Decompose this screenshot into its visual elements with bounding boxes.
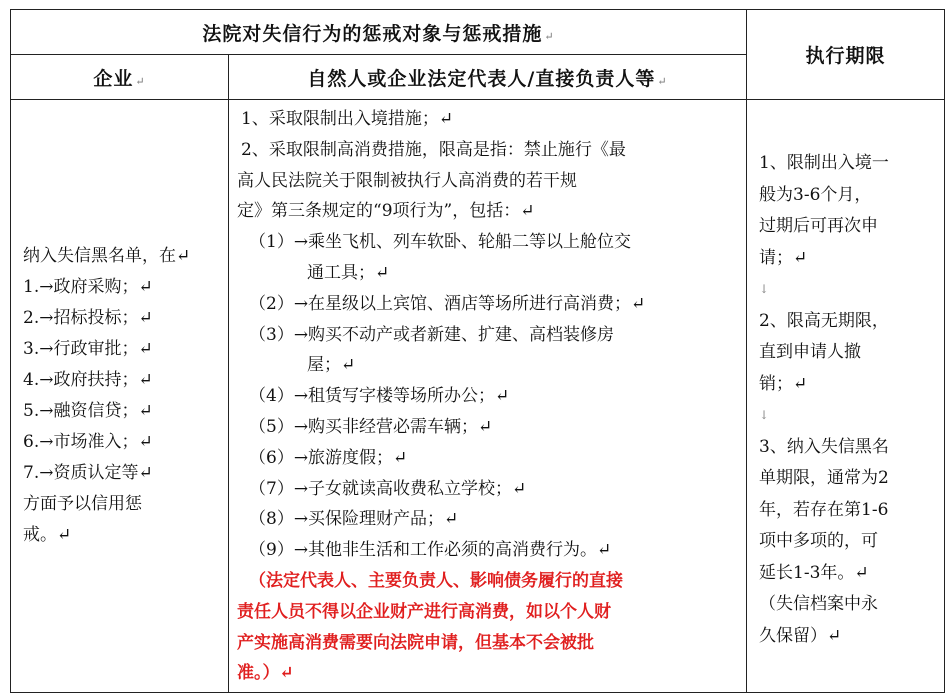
period-line: 3、纳入失信黑名 bbox=[759, 436, 889, 457]
measure-line: 屋；↵ bbox=[307, 355, 356, 376]
table-title: 法院对失信行为的惩戒对象与惩戒措施 bbox=[202, 22, 543, 45]
measure-line: 高人民法院关于限制被执行人高消费的若干规 bbox=[237, 170, 577, 191]
enterprise-line: 戒。↵ bbox=[23, 525, 72, 545]
enterprise-line: 6.→市场准入；↵ bbox=[23, 432, 153, 452]
enterprise-line: 1.→政府采购；↵ bbox=[23, 277, 153, 297]
red-note-line: （法定代表人、主要负责人、影响债务履行的直接 bbox=[249, 570, 623, 591]
person-header-cell bbox=[229, 55, 747, 100]
period-line: ↓ bbox=[759, 408, 770, 422]
enterprise-header-cell bbox=[11, 55, 229, 100]
measure-item: （1）→乘坐飞机、列车软卧、轮船二等以上舱位交 bbox=[249, 232, 632, 253]
measure-item: （9）→其他非生活和工作必须的高消费行为。↵ bbox=[249, 540, 612, 561]
measure-item: （4）→租赁写字楼等场所办公；↵ bbox=[249, 386, 510, 407]
enterprise-line: 4.→政府扶持；↵ bbox=[23, 370, 153, 390]
enterprise-line: 3.→行政审批；↵ bbox=[23, 339, 153, 359]
period-header-cell bbox=[747, 10, 945, 100]
measure-item: （8）→买保险理财产品；↵ bbox=[249, 509, 459, 530]
enterprise-measures bbox=[11, 241, 228, 551]
period-line: 延长1-3年。↵ bbox=[759, 562, 869, 583]
period-line: 2、限高无期限， bbox=[759, 310, 889, 331]
measure-item: （6）→旅游度假；↵ bbox=[249, 447, 408, 468]
table-title-cell bbox=[11, 10, 747, 55]
enterprise-line: 纳入失信黑名单，在↵ bbox=[23, 246, 191, 266]
enterprise-header: 企业 bbox=[93, 67, 134, 90]
measure-line: 2、采取限制高消费措施，限高是指：禁止施行《最 bbox=[241, 139, 626, 160]
period-line: 过期后可再次申 bbox=[759, 216, 879, 236]
red-note-line: 产实施高消费需要向法院申请，但基本不会被批 bbox=[237, 632, 594, 653]
period-line: 销；↵ bbox=[759, 373, 808, 394]
period-line: 年，若存在第1-6 bbox=[759, 499, 889, 520]
person-cell bbox=[229, 100, 747, 693]
period-line: 般为3-6个月， bbox=[759, 184, 872, 205]
enterprise-cell bbox=[11, 100, 229, 693]
period-line: 请；↵ bbox=[759, 247, 808, 268]
measure-item: （2）→在星级以上宾馆、酒店等场所进行高消费；↵ bbox=[249, 293, 646, 314]
measure-line: 通工具；↵ bbox=[307, 262, 390, 283]
measure-item: （7）→子女就读高收费私立学校；↵ bbox=[249, 478, 527, 499]
period-line: 项中多项的，可 bbox=[759, 531, 879, 551]
punishment-table bbox=[10, 9, 945, 693]
measure-line: 1、采取限制出入境措施；↵ bbox=[241, 109, 454, 129]
enterprise-line: 7.→资质认定等↵ bbox=[23, 463, 153, 483]
paragraph-mark: ↵ bbox=[135, 74, 146, 88]
period-line: 直到申请人撤 bbox=[759, 342, 862, 362]
period-cell bbox=[747, 100, 945, 693]
period-line: 1、限制出入境一 bbox=[759, 153, 889, 173]
period-line: （失信档案中永 bbox=[759, 594, 879, 614]
period-notes bbox=[747, 100, 944, 652]
period-line: 久保留）↵ bbox=[759, 625, 842, 646]
period-line: 单期限，通常为2 bbox=[759, 468, 889, 488]
paragraph-mark: ↵ bbox=[544, 29, 555, 43]
person-measures bbox=[229, 100, 746, 689]
paragraph-mark: ↵ bbox=[657, 74, 668, 88]
enterprise-line: 方面予以信用惩 bbox=[23, 494, 142, 514]
red-note-line: 责任人员不得以企业财产进行高消费，如以个人财 bbox=[237, 601, 611, 622]
person-header: 自然人或企业法定代表人/直接负责人等 bbox=[307, 67, 656, 90]
enterprise-line: 5.→融资信贷；↵ bbox=[23, 401, 153, 421]
measure-item: （3）→购买不动产或者新建、扩建、高档装修房 bbox=[249, 324, 615, 345]
enterprise-line: 2.→招标投标；↵ bbox=[23, 308, 153, 328]
period-header: 执行期限 bbox=[805, 45, 886, 67]
red-note-line: 准。）↵ bbox=[237, 663, 294, 684]
period-line: ↓ bbox=[759, 282, 770, 296]
measure-line: 定》第三条规定的“9项行为”，包括：↵ bbox=[237, 201, 535, 222]
measure-item: （5）→购买非经营必需车辆；↵ bbox=[249, 416, 493, 437]
